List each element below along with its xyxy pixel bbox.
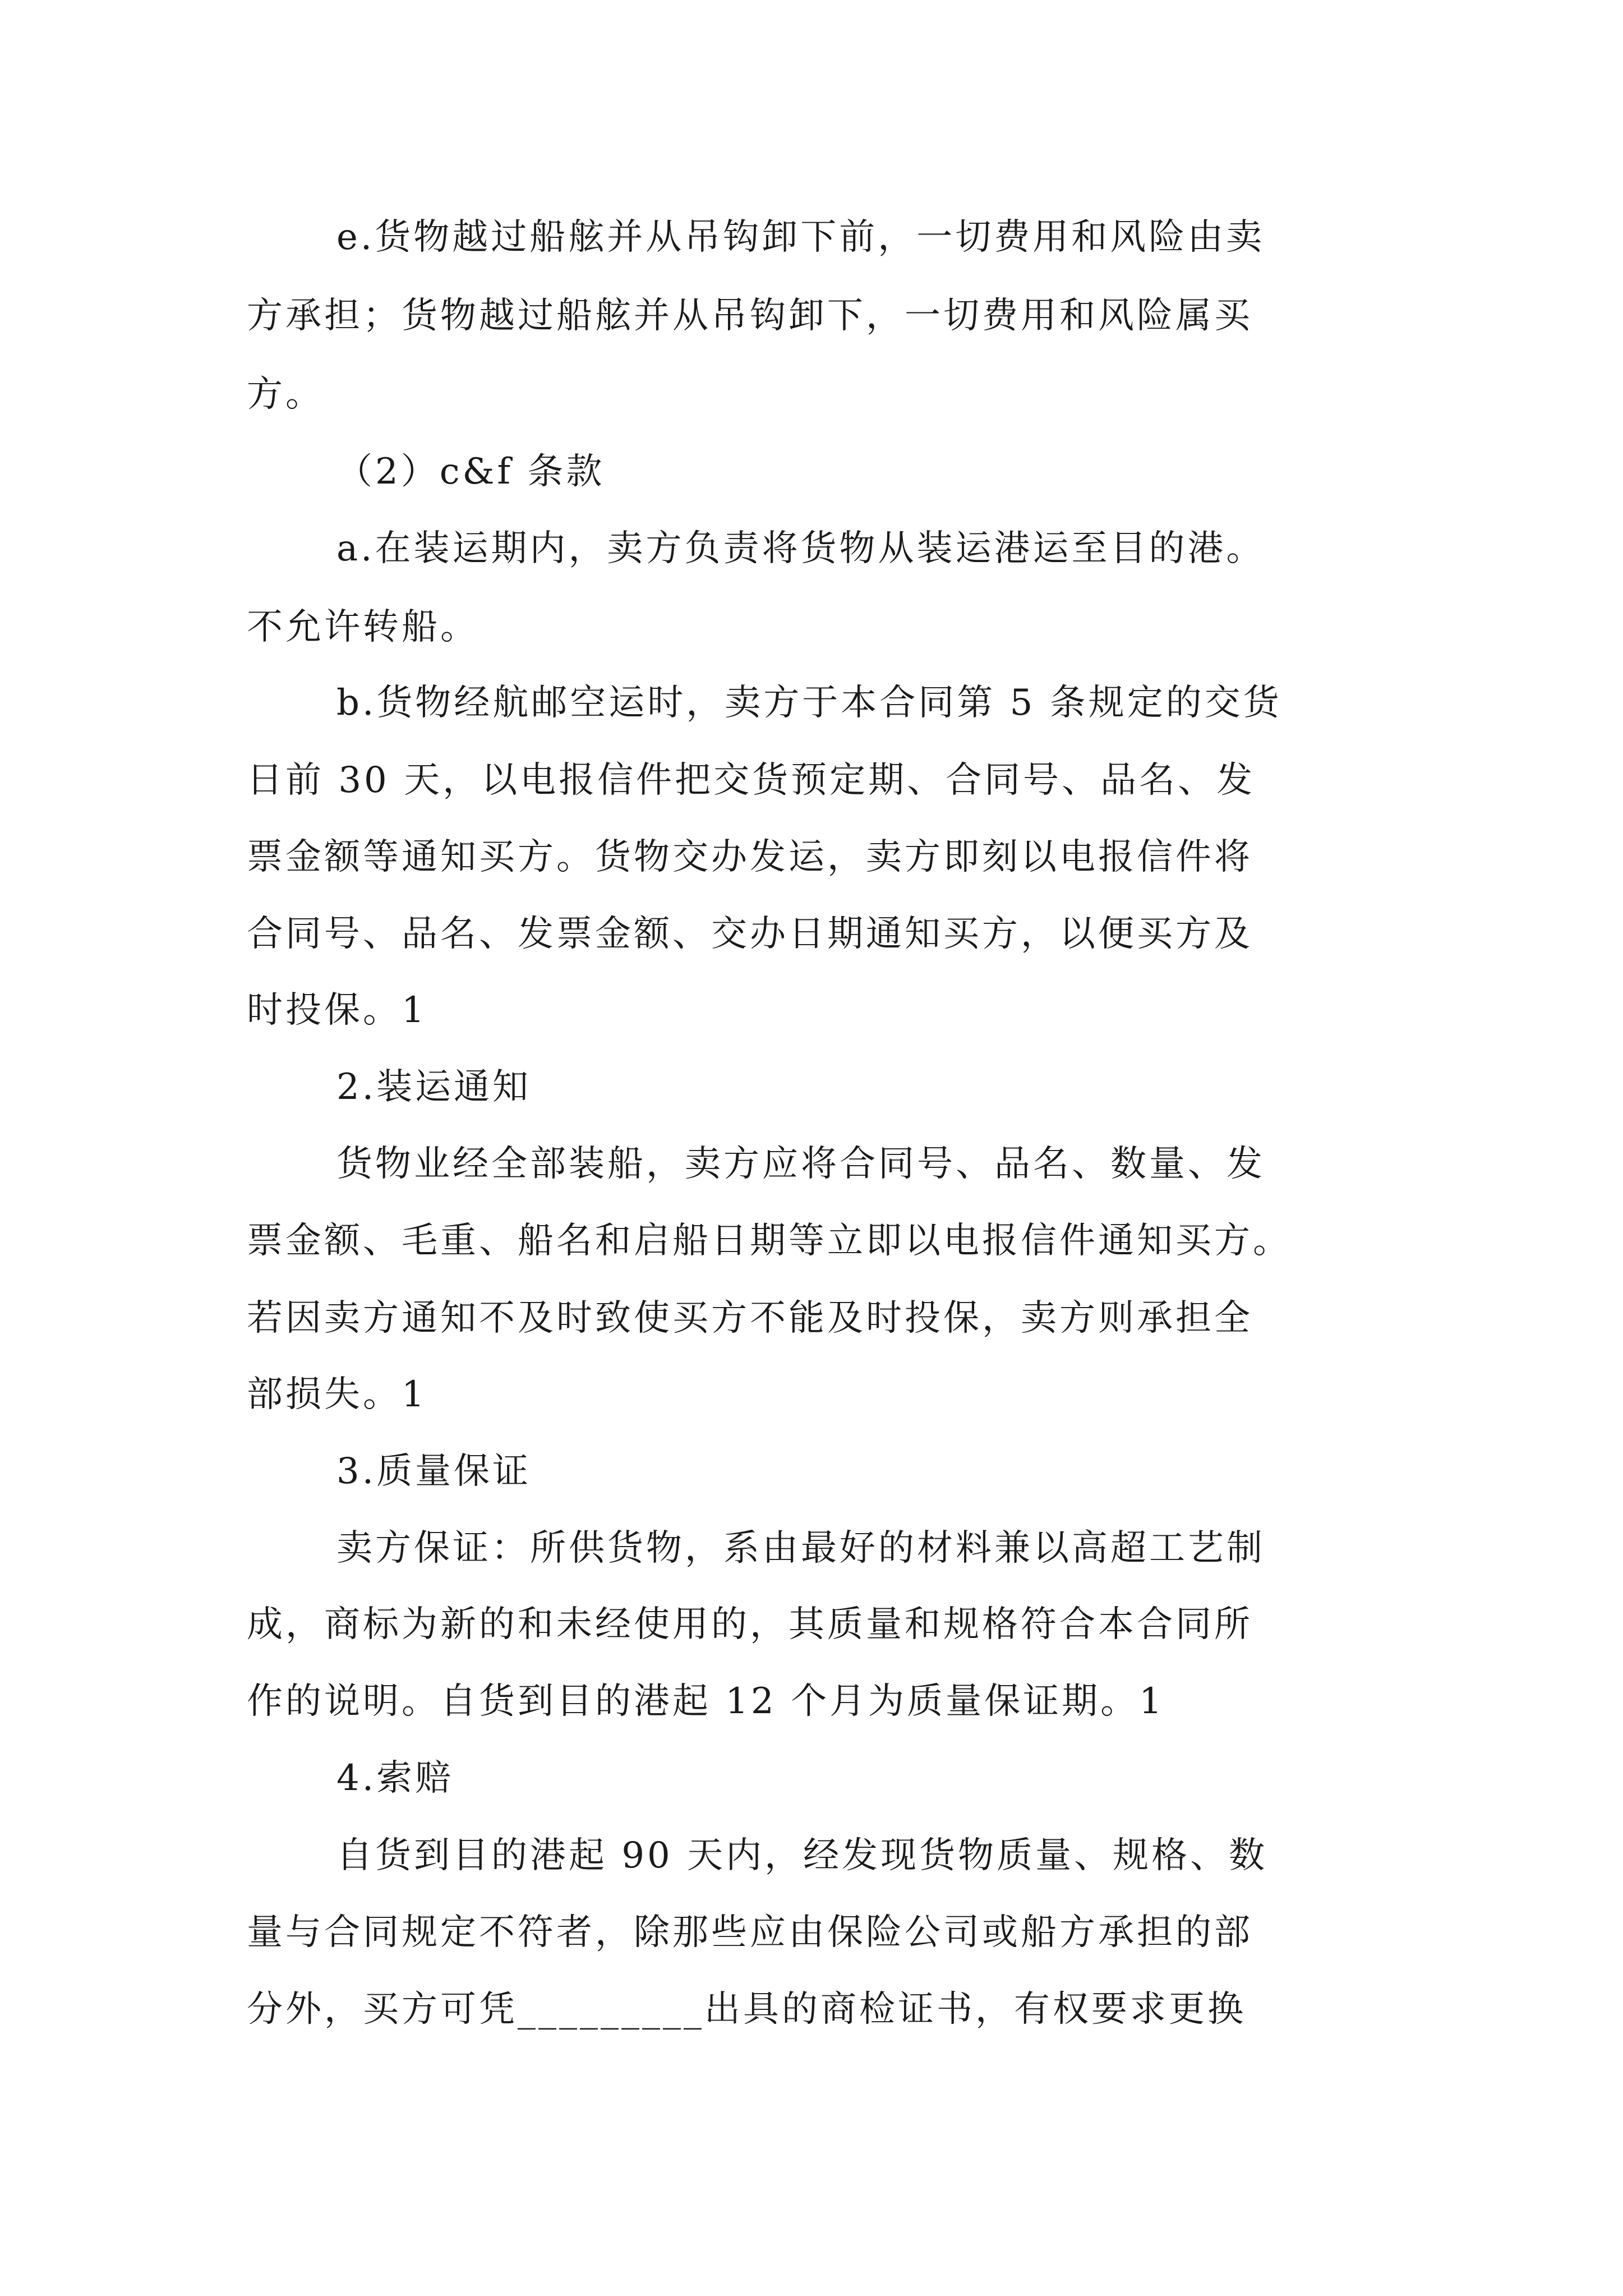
- para-b-line-1: b.货物经航邮空运时，卖方于本合同第 5 条规定的交货: [336, 682, 1282, 724]
- para-quality-line-2: 成，商标为新的和未经使用的，其质量和规格符合本合同所: [247, 1604, 1253, 1645]
- heading-shipping-notice: 2.装运通知: [336, 1066, 532, 1108]
- para-a-line-1: a.在装运期内，卖方负责将货物从装运港运至目的港。: [336, 528, 1265, 569]
- para-quality-line-3: 作的说明。自货到目的港起 12 个月为质量保证期。1: [247, 1681, 1165, 1722]
- para-claims-line-3: 分外，买方可凭_________出具的商检证书，有权要求更换: [247, 1989, 1246, 2030]
- para-e-line-1: e.货物越过船舷并从吊钩卸下前，一切费用和风险由卖: [336, 217, 1265, 258]
- section-heading-cf: （2）c&f 条款: [336, 451, 605, 493]
- para-b-line-4: 合同号、品名、发票金额、交办日期通知买方，以便买方及: [247, 913, 1253, 955]
- para-quality-line-1: 卖方保证：所供货物，系由最好的材料兼以高超工艺制: [336, 1527, 1265, 1569]
- para-claims-line-2: 量与合同规定不符者，除那些应由保险公司或船方承担的部: [247, 1912, 1253, 1953]
- heading-quality-guarantee: 3.质量保证: [336, 1451, 532, 1492]
- para-b-line-2: 日前 30 天，以电报信件把交货预定期、合同号、品名、发: [247, 760, 1256, 801]
- para-e-line-3: 方。: [247, 374, 324, 415]
- para-e-line-2: 方承担；货物越过船舷并从吊钩卸下，一切费用和风险属买: [247, 295, 1253, 337]
- para-shipping-line-3: 若因卖方通知不及时致使买方不能及时投保，卖方则承担全: [247, 1297, 1253, 1339]
- para-shipping-line-4: 部损失。1: [247, 1374, 427, 1415]
- para-b-line-3: 票金额等通知买方。货物交办发运，卖方即刻以电报信件将: [247, 836, 1253, 878]
- para-b-line-5: 时投保。1: [247, 990, 427, 1031]
- para-claims-line-1: 自货到目的港起 90 天内，经发现货物质量、规格、数: [336, 1835, 1268, 1876]
- para-a-line-2: 不允许转船。: [247, 606, 479, 648]
- para-shipping-line-2: 票金额、毛重、船名和启船日期等立即以电报信件通知买方。: [247, 1220, 1292, 1262]
- para-shipping-line-1: 货物业经全部装船，卖方应将合同号、品名、数量、发: [336, 1143, 1265, 1185]
- heading-claims: 4.索赔: [336, 1757, 454, 1799]
